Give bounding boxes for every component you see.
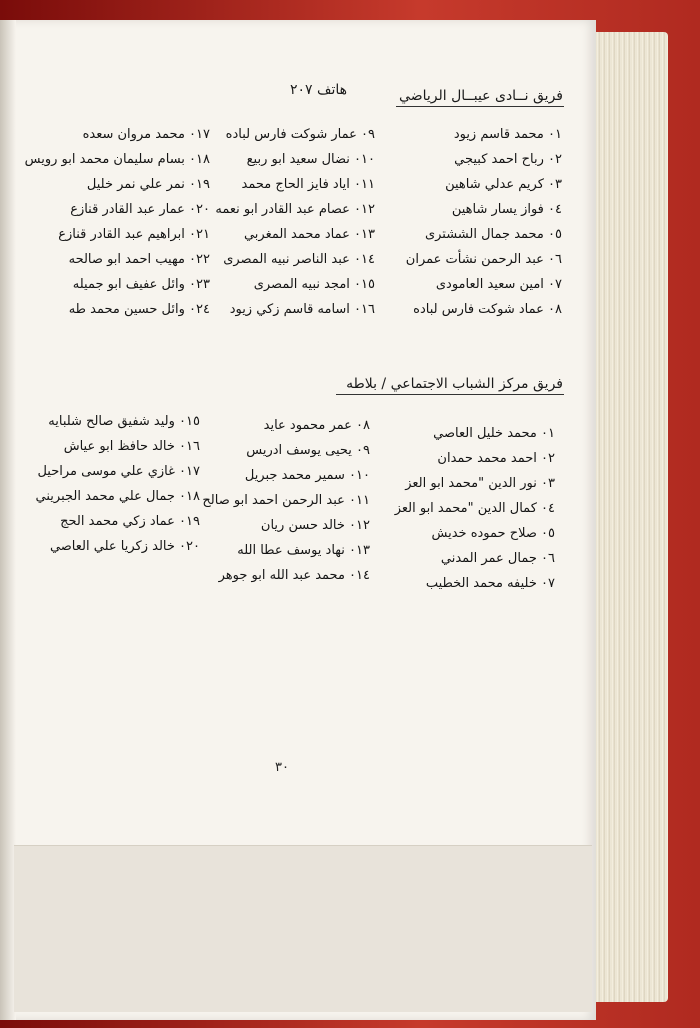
team1-column-left — [10, 122, 210, 322]
list-item: ٠٢٠ خالد زكريا علي العاصي — [49, 539, 200, 554]
list-item: ٠١٢ خالد حسن ريان — [260, 518, 370, 533]
list-item: ٠١٠ سمير محمد جبريل — [244, 468, 370, 483]
list-item: ٠١٥ وليد شفيق صالح شلبايه — [48, 414, 200, 429]
list-item: ٠٢٣ وائل عفيف ابو جميله — [72, 277, 210, 292]
team2-column-middle — [200, 413, 370, 588]
list-item: ٠٥ محمد جمال الششترى — [424, 227, 562, 242]
page-edges — [596, 32, 668, 1002]
team1-title: فريق نــادى عيبــال الرياضي — [399, 88, 563, 104]
list-item: ٠٤ كمال الدين "محمد ابو العز — [394, 501, 555, 516]
list-item: ٠٢١ ابراهيم عبد القادر قنازع — [58, 227, 210, 242]
list-item: ٠٧ خليفه محمد الخطيب — [425, 576, 555, 591]
list-item: ٠١٩ عماد زكي محمد الحج — [60, 514, 200, 529]
list-item: ٠٩ يحيى يوسف ادريس — [246, 443, 370, 458]
team2-column-left — [10, 409, 200, 559]
list-item: ٠٢٤ وائل حسين محمد طه — [68, 302, 210, 317]
page-number: ٣٠ — [275, 760, 289, 775]
team1-column-right — [362, 122, 562, 322]
list-item: ٠٨ عماد شوكت فارس لباده — [413, 302, 562, 317]
team1-column-middle — [205, 122, 375, 322]
list-item: ٠١٦ اسامه قاسم زكي زيود — [229, 302, 375, 317]
team1-title-underline — [396, 106, 564, 107]
list-item: ٠١٠ نضال سعيد ابو ربيع — [246, 152, 375, 167]
list-item: ٠١١ اياد فايز الحاج محمد — [241, 177, 375, 192]
list-item: ٠١٣ عماد محمد المغربي — [243, 227, 375, 242]
list-item: ٠١٨ بسام سليمان محمد ابو رويس — [24, 152, 210, 167]
list-item: ٠٢٠ عمار عبد القادر قنازع — [70, 202, 210, 217]
list-item: ٠١٤ محمد عبد الله ابو جوهر — [218, 568, 370, 583]
list-item: ٠١٣ نهاد يوسف عطا الله — [237, 543, 370, 558]
list-item: ٠١٦ خالد حافظ ابو عياش — [63, 439, 200, 454]
list-item: ٠٥ صلاح حموده خديش — [431, 526, 555, 541]
team2-column-right — [365, 421, 555, 596]
list-item: ٠٩ عمار شوكت فارس لباده — [225, 127, 375, 142]
team2-title: فريق مركز الشباب الاجتماعي / بلاطه — [346, 376, 563, 392]
list-item: ٠١٩ نمر علي نمر خليل — [86, 177, 210, 192]
list-item: ٠٢٢ مهيب احمد ابو صالحه — [68, 252, 210, 267]
list-item: ٠٣ نور الدين "محمد ابو العز — [405, 476, 555, 491]
list-item: ٠٣ كريم عدلي شاهين — [445, 177, 562, 192]
list-item: ٠١٤ عبد الناصر نبيه المصرى — [223, 252, 375, 267]
list-item: ٠٦ جمال عمر المدني — [440, 551, 555, 566]
team1-phone: هاتف ٢٠٧ — [290, 82, 348, 98]
list-item: ٠٤ فواز يسار شاهين — [451, 202, 562, 217]
list-item: ٠٨ عمر محمود عايد — [263, 418, 370, 433]
page-bottom-paper — [14, 845, 592, 1012]
list-item: ٠١٢ عصام عبد القادر ابو نعمه — [215, 202, 375, 217]
list-item: ٠٢ احمد محمد حمدان — [437, 451, 555, 466]
list-item: ٠٧ امين سعيد العامودى — [435, 277, 562, 292]
list-item: ٠٦ عبد الرحمن نشأت عمران — [405, 252, 562, 267]
list-item: ٠١٧ غازي علي موسى مراحيل — [37, 464, 200, 479]
list-item: ٠١١ عبد الرحمن احمد ابو صالح — [202, 493, 370, 508]
team2-title-underline — [336, 394, 564, 395]
list-item: ٠١٨ جمال علي محمد الجبريني — [35, 489, 200, 504]
list-item: ٠١ محمد خليل العاصي — [433, 426, 555, 441]
list-item: ٠١٧ محمد مروان سعده — [82, 127, 210, 142]
list-item: ٠١٥ امجد نبيه المصرى — [253, 277, 375, 292]
list-item: ٠١ محمد قاسم زيود — [453, 127, 562, 142]
list-item: ٠٢ رباح احمد كبيجي — [454, 152, 562, 167]
